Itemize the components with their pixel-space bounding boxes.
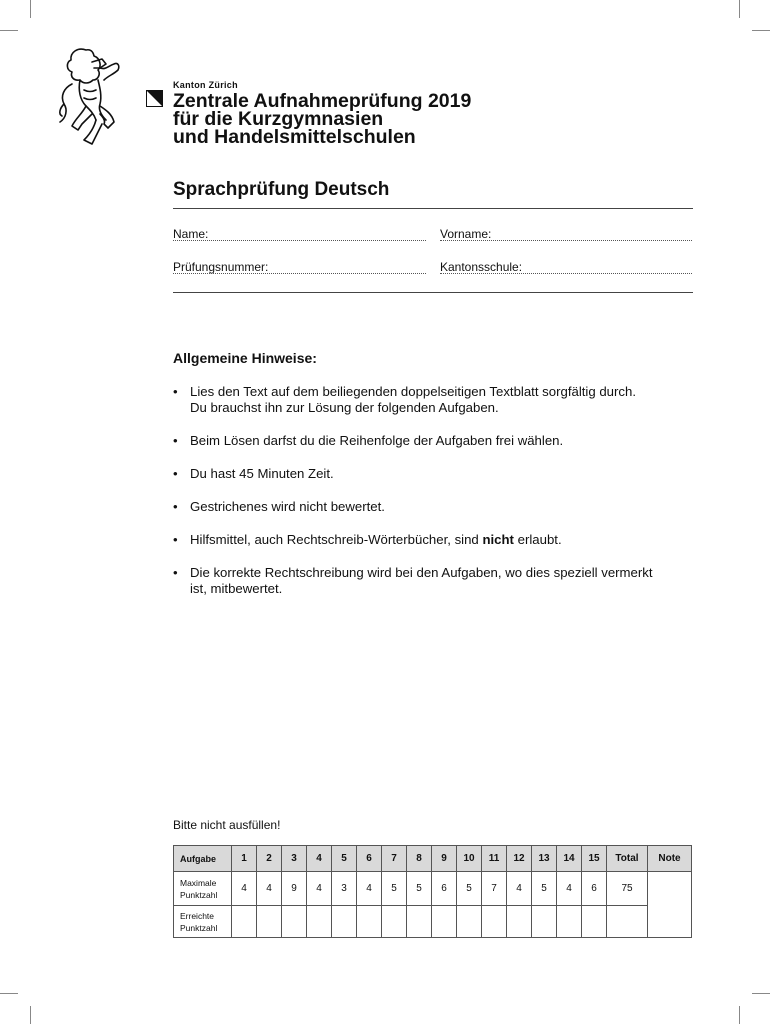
- zurich-lion-logo: [56, 44, 134, 148]
- label-line: Punktzahl: [180, 922, 218, 933]
- hint-line: ist, mitbewertet.: [190, 581, 283, 596]
- pruefungsnummer-field[interactable]: [173, 260, 426, 274]
- achieved-points-cell[interactable]: [482, 906, 507, 938]
- table-header-row: [174, 846, 692, 872]
- task-number: 10: [457, 846, 482, 872]
- achieved-points-cell[interactable]: [582, 906, 607, 938]
- max-points-cell: 7: [482, 872, 507, 906]
- achieved-points-cell[interactable]: [257, 906, 282, 938]
- achieved-points-cell[interactable]: [357, 906, 382, 938]
- max-points-cell: 6: [432, 872, 457, 906]
- title-line: Zentrale Aufnahmeprüfung 2019: [173, 90, 472, 112]
- bullet: •: [173, 499, 178, 514]
- hint-text: erlaubt.: [513, 532, 562, 547]
- max-points-cell: 5: [457, 872, 482, 906]
- kantonsschule-line: [440, 273, 692, 274]
- do-not-fill-note: Bitte nicht ausfüllen!: [173, 818, 281, 832]
- task-number: 15: [582, 846, 607, 872]
- pruefungsnummer-label: Prüfungsnummer:: [173, 260, 269, 274]
- page-title: [173, 92, 471, 146]
- bullet: •: [173, 532, 178, 547]
- max-points-cell: 4: [357, 872, 382, 906]
- hint-line: Beim Lösen darfst du die Reihenfolge der Aufgaben frei wählen.: [190, 433, 564, 448]
- bullet: •: [173, 565, 178, 580]
- achieved-points-cell[interactable]: [232, 906, 257, 938]
- max-points-cell: 4: [257, 872, 282, 906]
- hints-heading: Allgemeine Hinweise:: [173, 350, 317, 366]
- page-subtitle: Sprachprüfung Deutsch: [173, 179, 390, 200]
- max-points-cell: 4: [232, 872, 257, 906]
- task-number: 5: [332, 846, 357, 872]
- canton-label: Kanton Zürich: [173, 80, 238, 90]
- achieved-points-cell[interactable]: [432, 906, 457, 938]
- header-label: Aufgabe: [174, 846, 232, 872]
- label-line: Erreichte: [180, 910, 215, 921]
- pruefungsnummer-line: [173, 273, 426, 274]
- hint-line: Lies den Text auf dem beiliegenden doppelseitigen Textblatt sorgfältig durch.: [190, 384, 636, 399]
- bullet: •: [173, 466, 178, 481]
- table-row: [174, 906, 692, 938]
- achieved-points-cell[interactable]: [532, 906, 557, 938]
- hint-text: Hilfsmittel, auch Rechtschreib-Wörterbücher, sind: [190, 532, 483, 547]
- total-header: Total: [607, 846, 648, 872]
- bullet: •: [173, 433, 178, 448]
- achieved-points-cell[interactable]: [382, 906, 407, 938]
- max-points-cell: 5: [382, 872, 407, 906]
- bullet: •: [173, 384, 178, 399]
- max-points-cell: 6: [582, 872, 607, 906]
- hint-item: [173, 384, 713, 416]
- name-label: Name:: [173, 227, 209, 241]
- achieved-points-cell[interactable]: [282, 906, 307, 938]
- label-line: Punktzahl: [180, 889, 218, 900]
- max-points-cell: 9: [282, 872, 307, 906]
- task-number: 7: [382, 846, 407, 872]
- hints-list: [173, 384, 713, 614]
- crop-mark: [752, 30, 770, 31]
- kantonsschule-label: Kantonsschule:: [440, 260, 523, 274]
- task-number: 4: [307, 846, 332, 872]
- achieved-points-cell[interactable]: [332, 906, 357, 938]
- max-points-cell: 4: [557, 872, 582, 906]
- score-table: [173, 845, 692, 938]
- task-number: 12: [507, 846, 532, 872]
- hint-item: [173, 565, 713, 597]
- achieved-total-cell[interactable]: [607, 906, 648, 938]
- task-number: 1: [232, 846, 257, 872]
- achieved-points-cell[interactable]: [557, 906, 582, 938]
- hint-line: Gestrichenes wird nicht bewertet.: [190, 499, 385, 514]
- achieved-points-cell[interactable]: [457, 906, 482, 938]
- max-total-cell: 75: [607, 872, 648, 906]
- title-line: und Handelsmittelschulen: [173, 126, 416, 148]
- hint-item: [173, 532, 713, 548]
- task-number: 14: [557, 846, 582, 872]
- title-line: für die Kurzgymnasien: [173, 108, 384, 130]
- hint-item: [173, 433, 713, 449]
- crop-mark: [30, 1006, 31, 1024]
- crop-mark: [0, 30, 18, 31]
- hint-line: Du brauchst ihn zur Lösung der folgenden Aufgaben.: [190, 400, 499, 415]
- achieved-points-cell[interactable]: [307, 906, 332, 938]
- zurich-flag-icon: [146, 90, 163, 107]
- crop-mark: [30, 0, 31, 18]
- crop-mark: [0, 993, 18, 994]
- max-points-cell: 5: [532, 872, 557, 906]
- max-points-label: [174, 872, 232, 906]
- task-number: 8: [407, 846, 432, 872]
- max-points-cell: 5: [407, 872, 432, 906]
- table-row: [174, 872, 692, 906]
- task-number: 11: [482, 846, 507, 872]
- task-number: 3: [282, 846, 307, 872]
- note-header: Note: [648, 846, 692, 872]
- kantonsschule-field[interactable]: [440, 260, 692, 274]
- label-line: Maximale: [180, 877, 217, 888]
- crop-mark: [739, 1006, 740, 1024]
- vorname-label: Vorname:: [440, 227, 492, 241]
- max-points-cell: 4: [307, 872, 332, 906]
- task-number: 6: [357, 846, 382, 872]
- hint-emphasis: nicht: [482, 532, 514, 547]
- divider: [173, 208, 693, 209]
- vorname-field[interactable]: [440, 227, 692, 241]
- hint-item: [173, 466, 713, 482]
- note-cell[interactable]: [648, 872, 692, 938]
- hint-line: Du hast 45 Minuten Zeit.: [190, 466, 334, 481]
- hint-line: Die korrekte Rechtschreibung wird bei den Aufgaben, wo dies speziell vermerkt: [190, 565, 653, 580]
- hint-item: [173, 499, 713, 515]
- achieved-points-cell[interactable]: [507, 906, 532, 938]
- achieved-points-label: [174, 906, 232, 938]
- task-number: 13: [532, 846, 557, 872]
- task-number: 9: [432, 846, 457, 872]
- crop-mark: [752, 993, 770, 994]
- achieved-points-cell[interactable]: [407, 906, 432, 938]
- name-field[interactable]: [173, 227, 426, 241]
- max-points-cell: 4: [507, 872, 532, 906]
- crop-mark: [739, 0, 740, 18]
- vorname-line: [440, 240, 692, 241]
- divider: [173, 292, 693, 293]
- max-points-cell: 3: [332, 872, 357, 906]
- name-line: [173, 240, 426, 241]
- task-number: 2: [257, 846, 282, 872]
